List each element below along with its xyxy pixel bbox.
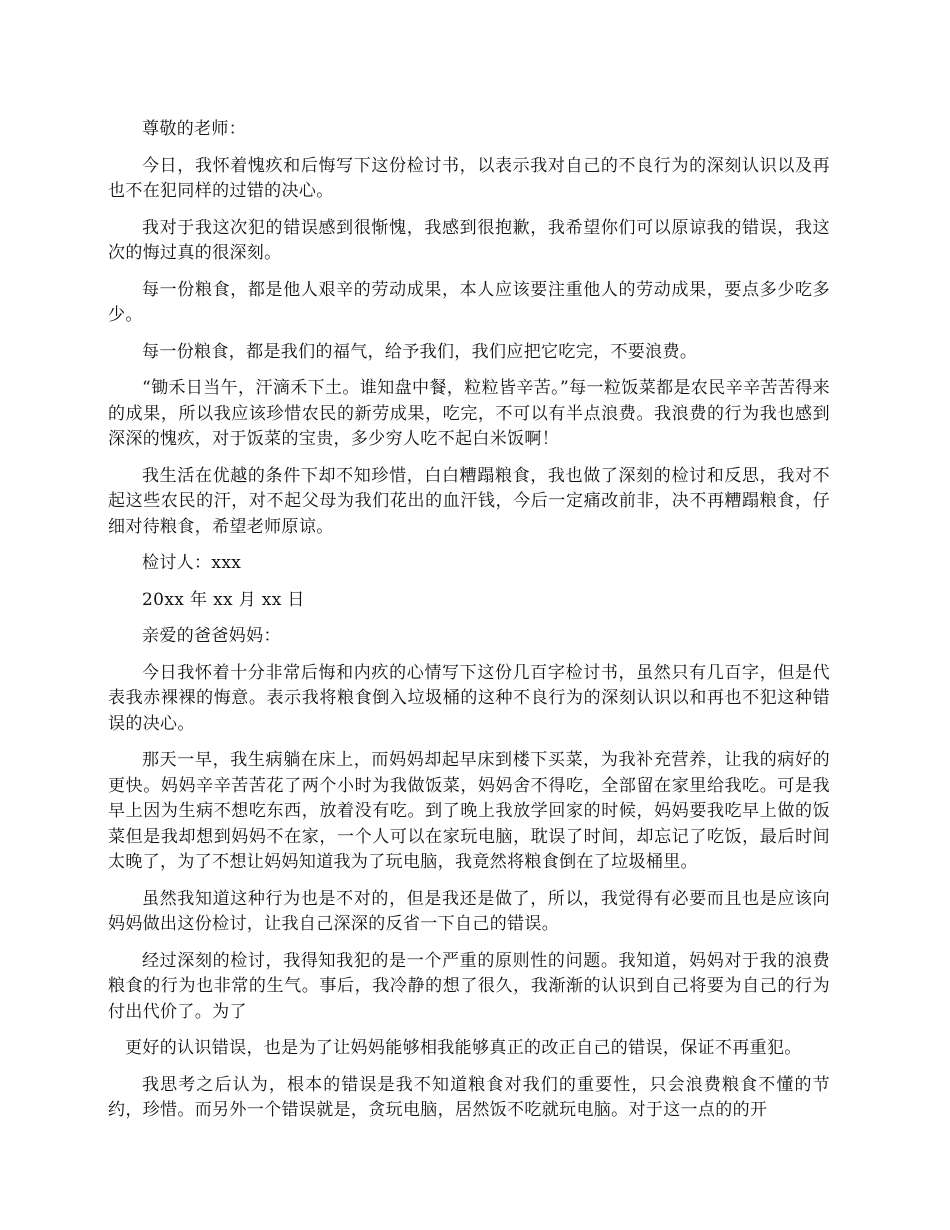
- paragraph: 我思考之后认为，根本的错误是我不知道粮食对我们的重要性，只会浪费粮食不懂的节约，珍惜。而另外一个错误就是，贪玩电脑，居然饭不吃就玩电脑。对于这一点的的开: [108, 1074, 830, 1120]
- document-body: [108, 117, 830, 1135]
- paragraph: 今日，我怀着愧疚和后悔写下这份检讨书，以表示我对自己的不良行为的深刻认识以及再也不在犯同样的过错的决心。: [108, 155, 830, 201]
- paragraph: 经过深刻的检讨，我得知我犯的是一个严重的原则性的问题。我知道，妈妈对于我的浪费粮食的行为也非常的生气。事后，我冷静的想了很久，我渐渐的认识到自己将要为自己的行为付出代价了。为了: [108, 950, 830, 1022]
- salutation-parents: 亲爱的爸爸妈妈：: [142, 626, 281, 646]
- signature-line: 检讨人：xxx: [142, 553, 242, 573]
- paragraph: 我对于我这次犯的错误感到很惭愧，我感到很抱歉，我希望你们可以原谅我的错误，我这次的悔过真的很深刻。: [108, 217, 830, 263]
- paragraph: 我生活在优越的条件下却不知珍惜，白白糟蹋粮食，我也做了深刻的检讨和反思，我对不起这些农民的汗，对不起父母为我们花出的血汗钱，今后一定痛改前非，决不再糟蹋粮食，仔细对待粮食，希望老师原谅。: [108, 465, 830, 537]
- paragraph: 虽然我知道这种行为也是不对的，但是我还是做了，所以，我觉得有必要而且也是应该向妈妈做出这份检讨，让我自己深深的反省一下自己的错误。: [108, 888, 830, 934]
- paragraph: 那天一早，我生病躺在床上，而妈妈却起早床到楼下买菜，为我补充营养，让我的病好的更快。妈妈辛辛苦苦花了两个小时为我做饭菜，妈妈舍不得吃，全部留在家里给我吃。可是我早上因为生病不想吃东西，放着没有吃。到了晚上我放学回家的时候，妈妈要我吃早上做的饭菜但是我却想到妈妈不在家，一个人可以在家玩电脑，耽误了时间，却忘记了吃饭，最后时间太晚了，为了不想让妈妈知道我为了玩电脑，我竟然将粮食倒在了垃圾桶里。: [108, 750, 830, 872]
- paragraph: 今日我怀着十分非常后悔和内疚的心情写下这份几百字检讨书，虽然只有几百字，但是代表我赤裸裸的悔意。表示我将粮食倒入垃圾桶的这种不良行为的深刻认识以和再也不犯这种错误的决心。: [108, 662, 830, 734]
- paragraph: “锄禾日当午，汗滴禾下土。谁知盘中餐，粒粒皆辛苦。”每一粒饭菜都是农民辛辛苦苦得来的成果，所以我应该珍惜农民的新劳成果，吃完，不可以有半点浪费。我浪费的行为我也感到深深的愧疚，对于饭菜的宝贵，多少穷人吃不起白米饭啊！: [108, 378, 830, 449]
- paragraph: 每一份粮食，都是我们的福气，给予我们，我们应把它吃完，不要浪费。: [142, 341, 698, 362]
- paragraph: 每一份粮食，都是他人艰辛的劳动成果，本人应该要注重他人的劳动成果，要点多少吃多少。: [108, 279, 830, 325]
- date-line: 20xx 年 xx 月 xx 日: [142, 589, 305, 610]
- paragraph: 更好的认识错误，也是为了让妈妈能够相我能够真正的改正自己的错误，保证不再重犯。: [125, 1038, 802, 1058]
- salutation-teacher: 尊敬的老师：: [142, 119, 247, 139]
